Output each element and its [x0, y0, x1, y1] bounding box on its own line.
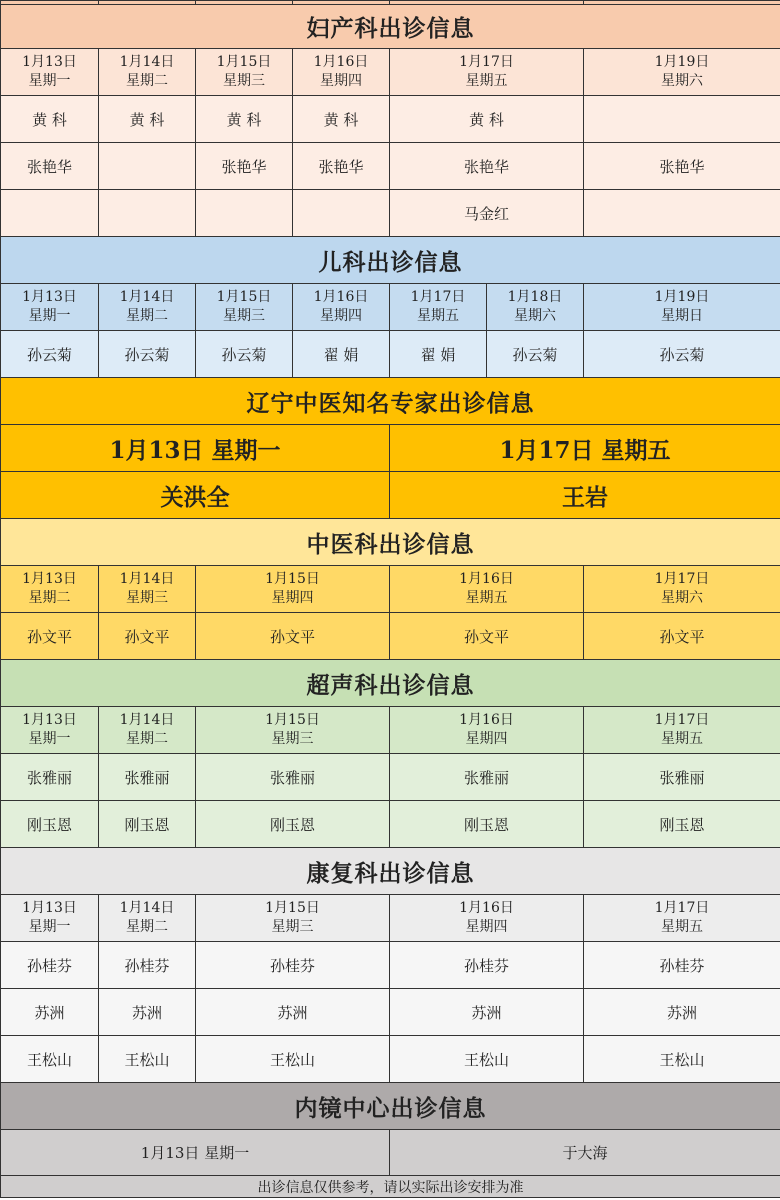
- doctor-cell: 刚玉恩: [390, 801, 584, 848]
- doctor-cell: 孙桂芬: [196, 942, 390, 989]
- doctor-cell: 黄 科: [293, 96, 390, 143]
- doctor-cell: [99, 143, 196, 190]
- doctor-cell: 苏洲: [196, 989, 390, 1036]
- doctor-cell: 孙文平: [99, 613, 196, 660]
- doctor-cell: [99, 190, 196, 237]
- date-header: 1月17日 星期五: [390, 425, 780, 472]
- doctor-cell: 孙云菊: [487, 331, 584, 378]
- date-header: 1月13日 星期二: [1, 566, 99, 613]
- doctor-cell: 王松山: [584, 1036, 780, 1083]
- doctor-cell: 王松山: [390, 1036, 584, 1083]
- date-header: 1月14日 星期二: [99, 707, 196, 754]
- date-header: 1月15日 星期四: [196, 566, 390, 613]
- section-title-rehab: 康复科出诊信息: [1, 848, 780, 895]
- doctor-cell: 孙桂芬: [390, 942, 584, 989]
- doctor-cell: [1, 190, 99, 237]
- doctor-cell: 孙云菊: [584, 331, 780, 378]
- date-header: 1月16日 星期四: [390, 707, 584, 754]
- doctor-cell: [584, 96, 780, 143]
- date-header: 1月16日 星期四: [390, 895, 584, 942]
- doctor-cell: 刚玉恩: [196, 801, 390, 848]
- date-header: 1月19日 星期六: [584, 49, 780, 96]
- date-header: 1月17日 星期五: [390, 284, 487, 331]
- doctor-cell: 张艳华: [293, 143, 390, 190]
- date-header: 1月17日 星期六: [584, 566, 780, 613]
- table-row: [1, 942, 780, 989]
- doctor-cell: 翟 娟: [390, 331, 487, 378]
- date-header: 1月13日 星期一: [1, 895, 99, 942]
- doctor-cell: 孙云菊: [196, 331, 293, 378]
- doctor-cell: 马金红: [390, 190, 584, 237]
- date-header: 1月14日 星期二: [99, 49, 196, 96]
- date-header: 1月13日 星期一: [1, 707, 99, 754]
- table-row: [1, 989, 780, 1036]
- footer-note: 出诊信息仅供参考，请以实际出诊安排为准: [1, 1176, 780, 1198]
- date-header: 1月15日 星期三: [196, 49, 293, 96]
- doctor-cell: 王松山: [196, 1036, 390, 1083]
- section-title-obgyn: 妇产科出诊信息: [1, 5, 780, 49]
- table-row: [1, 1130, 780, 1176]
- section-title-experts: 辽宁中医知名专家出诊信息: [1, 378, 780, 425]
- date-header: 1月14日 星期三: [99, 566, 196, 613]
- date-header: 1月16日 星期五: [390, 566, 584, 613]
- table-row: [1, 331, 780, 378]
- ultrasound-header-row: [1, 707, 780, 754]
- doctor-cell: 孙桂芬: [1, 942, 99, 989]
- doctor-cell: 刚玉恩: [584, 801, 780, 848]
- doctor-cell: 张雅丽: [196, 754, 390, 801]
- doctor-cell: 孙桂芬: [99, 942, 196, 989]
- table-row: [1, 613, 780, 660]
- doctor-cell: 孙文平: [390, 613, 584, 660]
- experts-header-row: [1, 425, 780, 472]
- doctor-cell: 刚玉恩: [99, 801, 196, 848]
- table-row: [1, 754, 780, 801]
- date-header: 1月17日 星期五: [390, 49, 584, 96]
- doctor-cell: 翟 娟: [293, 331, 390, 378]
- doctor-cell: 于大海: [390, 1130, 780, 1176]
- doctor-cell: 张艳华: [584, 143, 780, 190]
- doctor-cell: 黄 科: [99, 96, 196, 143]
- table-row: [1, 1036, 780, 1083]
- date-header: 1月15日 星期三: [196, 895, 390, 942]
- doctor-cell: [293, 190, 390, 237]
- tcm-header-row: [1, 566, 780, 613]
- doctor-cell: [584, 190, 780, 237]
- date-header: 1月17日 星期五: [584, 707, 780, 754]
- date-cell: 1月13日 星期一: [1, 1130, 390, 1176]
- date-header: 1月15日 星期三: [196, 707, 390, 754]
- doctor-cell: 张艳华: [1, 143, 99, 190]
- doctor-cell: 孙云菊: [1, 331, 99, 378]
- doctor-cell: 苏洲: [99, 989, 196, 1036]
- date-header: 1月13日 星期一: [1, 49, 99, 96]
- doctor-cell: 孙云菊: [99, 331, 196, 378]
- date-header: 1月15日 星期三: [196, 284, 293, 331]
- date-header: 1月13日 星期一: [1, 284, 99, 331]
- pediatrics-header-row: [1, 284, 780, 331]
- doctor-cell: 孙文平: [1, 613, 99, 660]
- doctor-cell: 张雅丽: [584, 754, 780, 801]
- doctor-cell: 孙桂芬: [584, 942, 780, 989]
- table-row: [1, 801, 780, 848]
- doctor-cell: 苏洲: [584, 989, 780, 1036]
- doctor-cell: 苏洲: [390, 989, 584, 1036]
- section-title-ultrasound: 超声科出诊信息: [1, 660, 780, 707]
- doctor-cell: 王岩: [390, 472, 780, 519]
- date-header: 1月19日 星期日: [584, 284, 780, 331]
- section-title-tcm: 中医科出诊信息: [1, 519, 780, 566]
- doctor-cell: 刚玉恩: [1, 801, 99, 848]
- doctor-cell: 孙文平: [196, 613, 390, 660]
- table-row: [1, 190, 780, 237]
- doctor-cell: 张雅丽: [99, 754, 196, 801]
- doctor-cell: 关洪全: [1, 472, 390, 519]
- doctor-cell: [196, 190, 293, 237]
- date-header: 1月16日 星期四: [293, 49, 390, 96]
- date-header: 1月13日 星期一: [1, 425, 390, 472]
- table-row: [1, 472, 780, 519]
- doctor-cell: 张雅丽: [390, 754, 584, 801]
- table-row: [1, 143, 780, 190]
- doctor-cell: 黄 科: [196, 96, 293, 143]
- doctor-cell: 张艳华: [390, 143, 584, 190]
- date-header: 1月14日 星期二: [99, 895, 196, 942]
- obgyn-header-row: [1, 49, 780, 96]
- section-title-pediatrics: 儿科出诊信息: [1, 237, 780, 284]
- doctor-cell: 张雅丽: [1, 754, 99, 801]
- date-header: 1月14日 星期二: [99, 284, 196, 331]
- doctor-cell: 黄 科: [1, 96, 99, 143]
- doctor-cell: 王松山: [99, 1036, 196, 1083]
- doctor-cell: 苏洲: [1, 989, 99, 1036]
- doctor-cell: 王松山: [1, 1036, 99, 1083]
- doctor-cell: 黄 科: [390, 96, 584, 143]
- section-title-endoscopy: 内镜中心出诊信息: [1, 1083, 780, 1130]
- doctor-cell: 孙文平: [584, 613, 780, 660]
- date-header: 1月18日 星期六: [487, 284, 584, 331]
- date-header: 1月16日 星期四: [293, 284, 390, 331]
- date-header: 1月17日 星期五: [584, 895, 780, 942]
- table-row: [1, 96, 780, 143]
- rehab-header-row: [1, 895, 780, 942]
- doctor-cell: 张艳华: [196, 143, 293, 190]
